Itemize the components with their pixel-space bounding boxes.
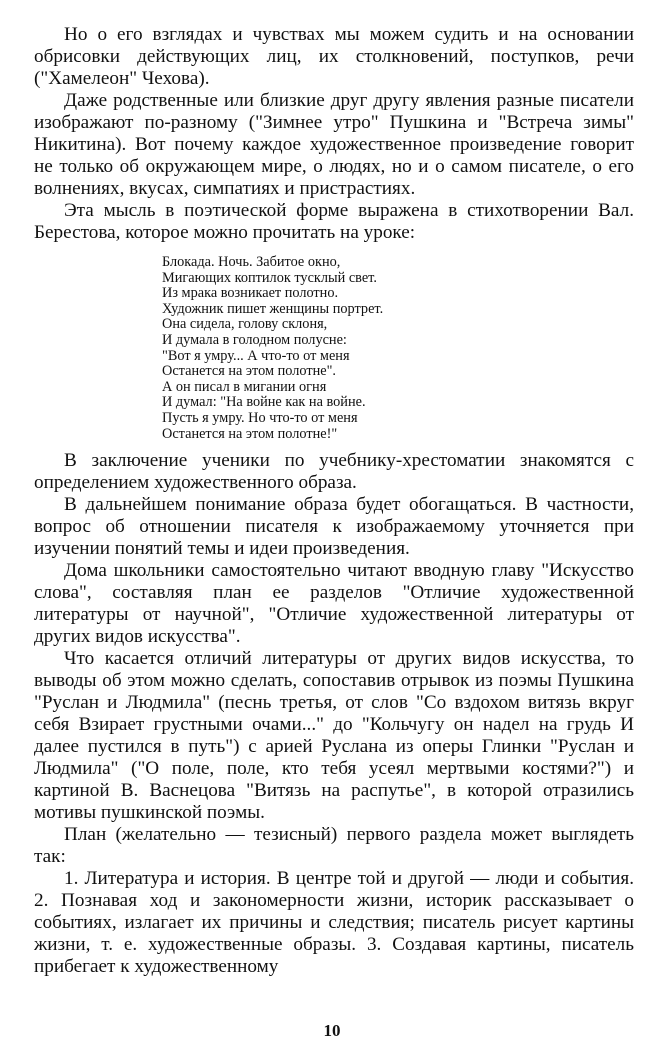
paragraph: Но о его взглядах и чувствах мы можем судить и на основании обрисовки действующих лиц, их столкновений, поступков, речи ("Хамелеон" Чехова). <box>34 24 634 89</box>
poem-line: Останется на этом полотне". <box>162 363 336 380</box>
poem-line: Из мрака возникает полотно. <box>162 285 339 302</box>
paragraph: Дома школьники самостоятельно читают вводную главу "Искусство слова", составляя план ее разделов "Отличие художественной литературы от научной", "Отличие художественной литературы от других видов искусства". <box>34 560 634 648</box>
poem-line: И думал: "На войне как на войне. <box>162 394 366 411</box>
paragraph: В заключение ученики по учебнику-хрестоматии знакомятся с определением художественного образа. <box>34 450 634 494</box>
paragraph: Что касается отличий литературы от других видов искусства, то выводы об этом можно сделать, сопоставив отрывок из поэмы Пушкина "Руслан и Людмила" (песнь третья, от слов "Со вздохом витязь вкруг себя Взирает грустными очами..." до "Кольчугу он надел на грудь И далее пустился в путь") с арией Руслана из оперы Глинки "Руслан и Людмила" ("О поле, поле, кто тебя усеял мертвыми костями?") и картиной В. Васнецова "Витязь на распутье", в которой отразились мотивы пушкинской поэмы. <box>34 648 634 824</box>
poem-line: Блокада. Ночь. Забитое окно, <box>162 254 341 270</box>
poem-line: "Вот я умру... А что-то от меня <box>162 347 350 364</box>
page-number: 10 <box>323 1021 341 1040</box>
poem-line: Она сидела, голову склоня, <box>162 316 328 333</box>
paragraph: 1. Литература и история. В центре той и другой — люди и события. 2. Познавая ход и закономерности жизни, историк рассказывает о событиях, излагает их причины и следствия; писатель рисует картины жизни, т. е. художественные образы. 3. Создавая картины, писатель прибегает к художественному <box>34 868 634 978</box>
poem-line: Мигающих коптилок тусклый свет. <box>162 269 377 286</box>
poem-line: Художник пишет женщины портрет. <box>162 300 384 317</box>
poem-line: А он писал в мигании огня <box>162 378 327 395</box>
poem-line: И думала в голодном полусне: <box>162 331 347 348</box>
poem <box>162 255 634 442</box>
paragraph: План (желательно — тезисный) первого раздела может выглядеть так: <box>34 824 634 868</box>
poem-line: Пусть я умру. Но что-то от меня <box>162 409 358 426</box>
body-text <box>34 24 634 978</box>
paragraph: Эта мысль в поэтической форме выражена в стихотворении Вал. Берестова, которое можно прочитать на уроке: <box>34 200 634 243</box>
paragraph: Даже родственные или близкие друг другу явления разные писатели изображают по-разному ("Зимнее утро" Пушкина и "Встреча зимы" Никитина). Вот почему каждое художественное произведение говорит не только об окружающем мире, о людях, но и о самом писателе, о его волнениях, вкусах, симпатиях и пристрастиях. <box>34 90 634 199</box>
paragraph: В дальнейшем понимание образа будет обогащаться. В частности, вопрос об отношении писателя к изображаемому уточняется при изучении понятий темы и идеи произведения. <box>34 494 634 560</box>
poem-line: Останется на этом полотне!" <box>162 425 338 442</box>
